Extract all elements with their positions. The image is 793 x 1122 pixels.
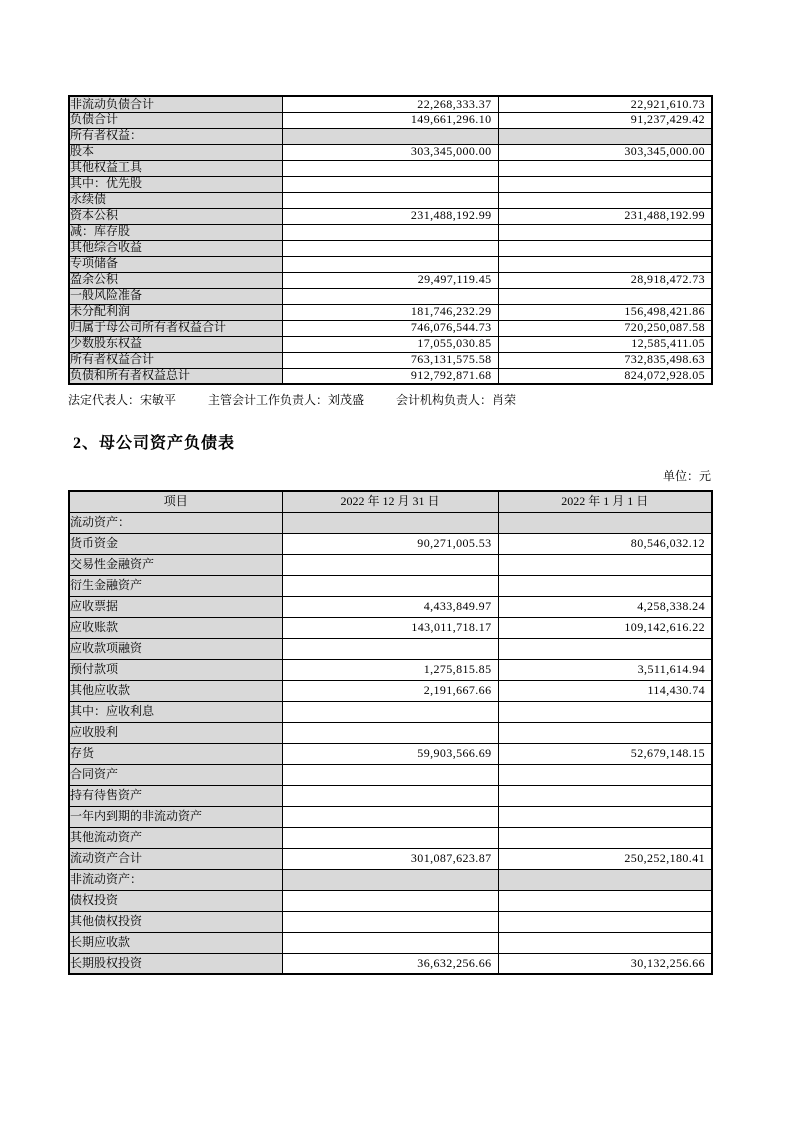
item-label-cell: 减：库存股 <box>69 224 282 240</box>
value-prior-period-cell: 3,511,614.94 <box>498 659 712 680</box>
table-row <box>69 304 712 320</box>
table-row <box>69 953 712 974</box>
value-prior-period-cell: 720,250,087.58 <box>498 320 712 336</box>
value-prior-period-cell <box>498 869 712 890</box>
value-current-period-cell: 22,268,333.37 <box>282 96 498 112</box>
legal-representative-label: 法定代表人：宋敏平 <box>68 393 177 407</box>
value-current-period-cell <box>282 554 498 575</box>
value-prior-period-cell: 22,921,610.73 <box>498 96 712 112</box>
value-current-period-cell: 301,087,623.87 <box>282 848 498 869</box>
value-prior-period-cell: 250,252,180.41 <box>498 848 712 869</box>
item-label-cell: 货币资金 <box>69 533 282 554</box>
item-label-cell: 负债和所有者权益总计 <box>69 368 282 384</box>
table-row <box>69 288 712 304</box>
value-prior-period-cell: 52,679,148.15 <box>498 743 712 764</box>
value-prior-period-cell: 109,142,616.22 <box>498 617 712 638</box>
value-prior-period-cell: 114,430.74 <box>498 680 712 701</box>
item-label-cell: 负债合计 <box>69 112 282 128</box>
table-row <box>69 554 712 575</box>
table-row <box>69 827 712 848</box>
table-row <box>69 743 712 764</box>
column-header-period-begin: 2022 年 1 月 1 日 <box>498 491 712 512</box>
value-prior-period-cell <box>498 575 712 596</box>
item-label-cell: 归属于母公司所有者权益合计 <box>69 320 282 336</box>
table-row <box>69 96 712 112</box>
item-label-cell: 未分配利润 <box>69 304 282 320</box>
table-row <box>69 208 712 224</box>
table-row <box>69 144 712 160</box>
item-label-cell: 其他权益工具 <box>69 160 282 176</box>
value-current-period-cell <box>282 785 498 806</box>
item-label-cell: 流动资产： <box>69 512 282 533</box>
value-current-period-cell <box>282 722 498 743</box>
table-row <box>69 869 712 890</box>
value-current-period-cell: 181,746,232.29 <box>282 304 498 320</box>
value-prior-period-cell <box>498 764 712 785</box>
value-prior-period-cell <box>498 932 712 953</box>
item-label-cell: 长期股权投资 <box>69 953 282 974</box>
item-label-cell: 其他债权投资 <box>69 911 282 932</box>
value-current-period-cell: 1,275,815.85 <box>282 659 498 680</box>
value-current-period-cell: 17,055,030.85 <box>282 336 498 352</box>
item-label-cell: 应收款项融资 <box>69 638 282 659</box>
column-header-period-end: 2022 年 12 月 31 日 <box>282 491 498 512</box>
value-current-period-cell: 36,632,256.66 <box>282 953 498 974</box>
value-prior-period-cell <box>498 288 712 304</box>
item-label-cell: 其他流动资产 <box>69 827 282 848</box>
value-current-period-cell: 2,191,667.66 <box>282 680 498 701</box>
item-label-cell: 其他综合收益 <box>69 240 282 256</box>
value-current-period-cell <box>282 288 498 304</box>
value-prior-period-cell <box>498 512 712 533</box>
column-header-item: 项目 <box>69 491 282 512</box>
value-prior-period-cell <box>498 128 712 144</box>
table-row <box>69 256 712 272</box>
item-label-cell: 应收票据 <box>69 596 282 617</box>
table-row <box>69 240 712 256</box>
value-current-period-cell <box>282 638 498 659</box>
value-current-period-cell: 746,076,544.73 <box>282 320 498 336</box>
consolidated-liabilities-equity-table <box>68 95 713 385</box>
value-current-period-cell <box>282 575 498 596</box>
table-row <box>69 617 712 638</box>
table-row <box>69 272 712 288</box>
value-prior-period-cell <box>498 911 712 932</box>
table-row <box>69 320 712 336</box>
value-prior-period-cell <box>498 224 712 240</box>
value-prior-period-cell <box>498 160 712 176</box>
table-row <box>69 848 712 869</box>
value-prior-period-cell: 732,835,498.63 <box>498 352 712 368</box>
value-current-period-cell: 763,131,575.58 <box>282 352 498 368</box>
item-label-cell: 专项储备 <box>69 256 282 272</box>
value-prior-period-cell <box>498 806 712 827</box>
value-prior-period-cell <box>498 827 712 848</box>
value-current-period-cell <box>282 176 498 192</box>
section-title: 2、母公司资产负债表 <box>73 435 236 452</box>
value-current-period-cell: 231,488,192.99 <box>282 208 498 224</box>
item-label-cell: 非流动负债合计 <box>69 96 282 112</box>
item-label-cell: 长期应收款 <box>69 932 282 953</box>
value-prior-period-cell: 30,132,256.66 <box>498 953 712 974</box>
table-row <box>69 890 712 911</box>
value-prior-period-cell <box>498 192 712 208</box>
value-current-period-cell: 4,433,849.97 <box>282 596 498 617</box>
table-row <box>69 368 712 384</box>
item-label-cell: 所有者权益： <box>69 128 282 144</box>
value-current-period-cell <box>282 160 498 176</box>
item-label-cell: 合同资产 <box>69 764 282 785</box>
value-current-period-cell <box>282 932 498 953</box>
table-row <box>69 176 712 192</box>
value-current-period-cell: 143,011,718.17 <box>282 617 498 638</box>
item-label-cell: 股本 <box>69 144 282 160</box>
item-label-cell: 持有待售资产 <box>69 785 282 806</box>
item-label-cell: 存货 <box>69 743 282 764</box>
value-prior-period-cell <box>498 701 712 722</box>
item-label-cell: 交易性金融资产 <box>69 554 282 575</box>
value-current-period-cell <box>282 869 498 890</box>
value-prior-period-cell: 80,546,032.12 <box>498 533 712 554</box>
table-row <box>69 785 712 806</box>
item-label-cell: 一年内到期的非流动资产 <box>69 806 282 827</box>
table-row <box>69 224 712 240</box>
table-row <box>69 764 712 785</box>
value-current-period-cell: 912,792,871.68 <box>282 368 498 384</box>
table-row <box>69 701 712 722</box>
table-row <box>69 680 712 701</box>
table-row <box>69 160 712 176</box>
value-current-period-cell <box>282 224 498 240</box>
unit-label: 单位：元 <box>662 469 711 483</box>
table-row <box>69 336 712 352</box>
item-label-cell: 其他应收款 <box>69 680 282 701</box>
value-current-period-cell <box>282 764 498 785</box>
value-current-period-cell: 149,661,296.10 <box>282 112 498 128</box>
table-row <box>69 638 712 659</box>
item-label-cell: 少数股东权益 <box>69 336 282 352</box>
value-prior-period-cell: 156,498,421.86 <box>498 304 712 320</box>
table-header-row <box>69 491 712 512</box>
value-prior-period-cell <box>498 890 712 911</box>
table-row <box>69 192 712 208</box>
value-prior-period-cell: 303,345,000.00 <box>498 144 712 160</box>
value-current-period-cell <box>282 192 498 208</box>
table-row <box>69 533 712 554</box>
item-label-cell: 预付款项 <box>69 659 282 680</box>
item-label-cell: 其中：优先股 <box>69 176 282 192</box>
table-row <box>69 596 712 617</box>
value-current-period-cell <box>282 827 498 848</box>
value-current-period-cell: 59,903,566.69 <box>282 743 498 764</box>
item-label-cell: 永续债 <box>69 192 282 208</box>
item-label-cell: 非流动资产： <box>69 869 282 890</box>
value-prior-period-cell <box>498 240 712 256</box>
item-label-cell: 衍生金融资产 <box>69 575 282 596</box>
accounting-dept-head-label: 会计机构负责人：肖荣 <box>396 393 517 407</box>
item-label-cell: 应收账款 <box>69 617 282 638</box>
value-current-period-cell <box>282 890 498 911</box>
table-row <box>69 575 712 596</box>
value-prior-period-cell: 28,918,472.73 <box>498 272 712 288</box>
table-row <box>69 112 712 128</box>
value-current-period-cell <box>282 128 498 144</box>
item-label-cell: 盈余公积 <box>69 272 282 288</box>
value-current-period-cell <box>282 256 498 272</box>
value-prior-period-cell <box>498 638 712 659</box>
signatories-line <box>68 391 793 408</box>
value-current-period-cell: 90,271,005.53 <box>282 533 498 554</box>
table-row <box>69 932 712 953</box>
value-prior-period-cell: 12,585,411.05 <box>498 336 712 352</box>
value-prior-period-cell <box>498 176 712 192</box>
value-prior-period-cell <box>498 722 712 743</box>
table-row <box>69 352 712 368</box>
value-prior-period-cell: 824,072,928.05 <box>498 368 712 384</box>
value-prior-period-cell: 4,258,338.24 <box>498 596 712 617</box>
table-row <box>69 806 712 827</box>
table-row <box>69 128 712 144</box>
table-row <box>69 911 712 932</box>
value-prior-period-cell: 91,237,429.42 <box>498 112 712 128</box>
item-label-cell: 流动资产合计 <box>69 848 282 869</box>
value-current-period-cell: 303,345,000.00 <box>282 144 498 160</box>
item-label-cell: 所有者权益合计 <box>69 352 282 368</box>
value-current-period-cell <box>282 512 498 533</box>
item-label-cell: 一般风险准备 <box>69 288 282 304</box>
item-label-cell: 其中：应收利息 <box>69 701 282 722</box>
item-label-cell: 应收股利 <box>69 722 282 743</box>
value-current-period-cell <box>282 240 498 256</box>
value-prior-period-cell: 231,488,192.99 <box>498 208 712 224</box>
parent-company-balance-sheet-table <box>68 490 713 975</box>
value-current-period-cell <box>282 911 498 932</box>
value-prior-period-cell <box>498 256 712 272</box>
value-prior-period-cell <box>498 785 712 806</box>
value-current-period-cell <box>282 806 498 827</box>
table-row <box>69 659 712 680</box>
value-current-period-cell: 29,497,119.45 <box>282 272 498 288</box>
chief-accounting-officer-label: 主管会计工作负责人：刘茂盛 <box>208 393 365 407</box>
value-prior-period-cell <box>498 554 712 575</box>
value-current-period-cell <box>282 701 498 722</box>
item-label-cell: 债权投资 <box>69 890 282 911</box>
table-row <box>69 722 712 743</box>
item-label-cell: 资本公积 <box>69 208 282 224</box>
table-row <box>69 512 712 533</box>
